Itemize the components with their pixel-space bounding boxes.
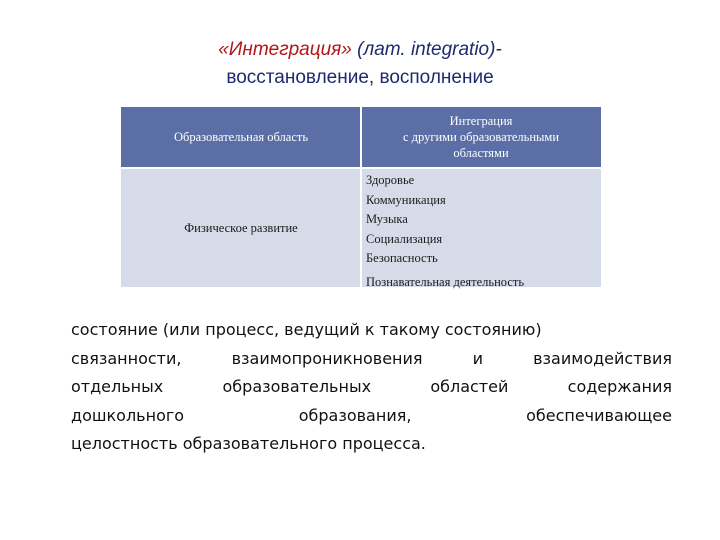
header-integration-line: с другими образовательными (402, 130, 560, 144)
integration-table (121, 107, 601, 287)
list-item: Здоровье (366, 173, 415, 187)
list-item: Познавательная деятельность (366, 274, 525, 289)
paragraph-line: связанности, взаимопроникновения и взаимодействия (71, 348, 672, 368)
paragraph-line: состояние (или процесс, ведущий к такому состоянию) (71, 320, 542, 339)
list-item: Социализация (366, 231, 443, 246)
header-educational-area: Образовательная область (173, 130, 309, 144)
header-integration-line: Интеграция (449, 114, 513, 128)
list-item: Коммуникация (366, 192, 446, 207)
title-definition: восстановление, восполнение (226, 67, 494, 88)
title-origin: (лат. integratio) (357, 39, 496, 60)
paragraph-line: целостность образовательного процесса. (71, 434, 426, 453)
header-integration-line: областями (453, 146, 509, 160)
list-item: Музыка (366, 212, 408, 226)
cell-integrated-areas (366, 171, 601, 292)
definition-paragraph (71, 316, 672, 459)
cell-physical-development: Физическое развитие (184, 220, 298, 235)
paragraph-line: отдельных образовательных областей содержания (71, 377, 672, 396)
header-integration (361, 107, 601, 167)
title-dash: - (495, 39, 502, 60)
slide-title (0, 38, 720, 90)
list-item: Безопасность (366, 251, 438, 265)
title-term: «Интеграция» (218, 39, 352, 60)
paragraph-line: дошкольного образования, обеспечивающее (71, 405, 672, 425)
